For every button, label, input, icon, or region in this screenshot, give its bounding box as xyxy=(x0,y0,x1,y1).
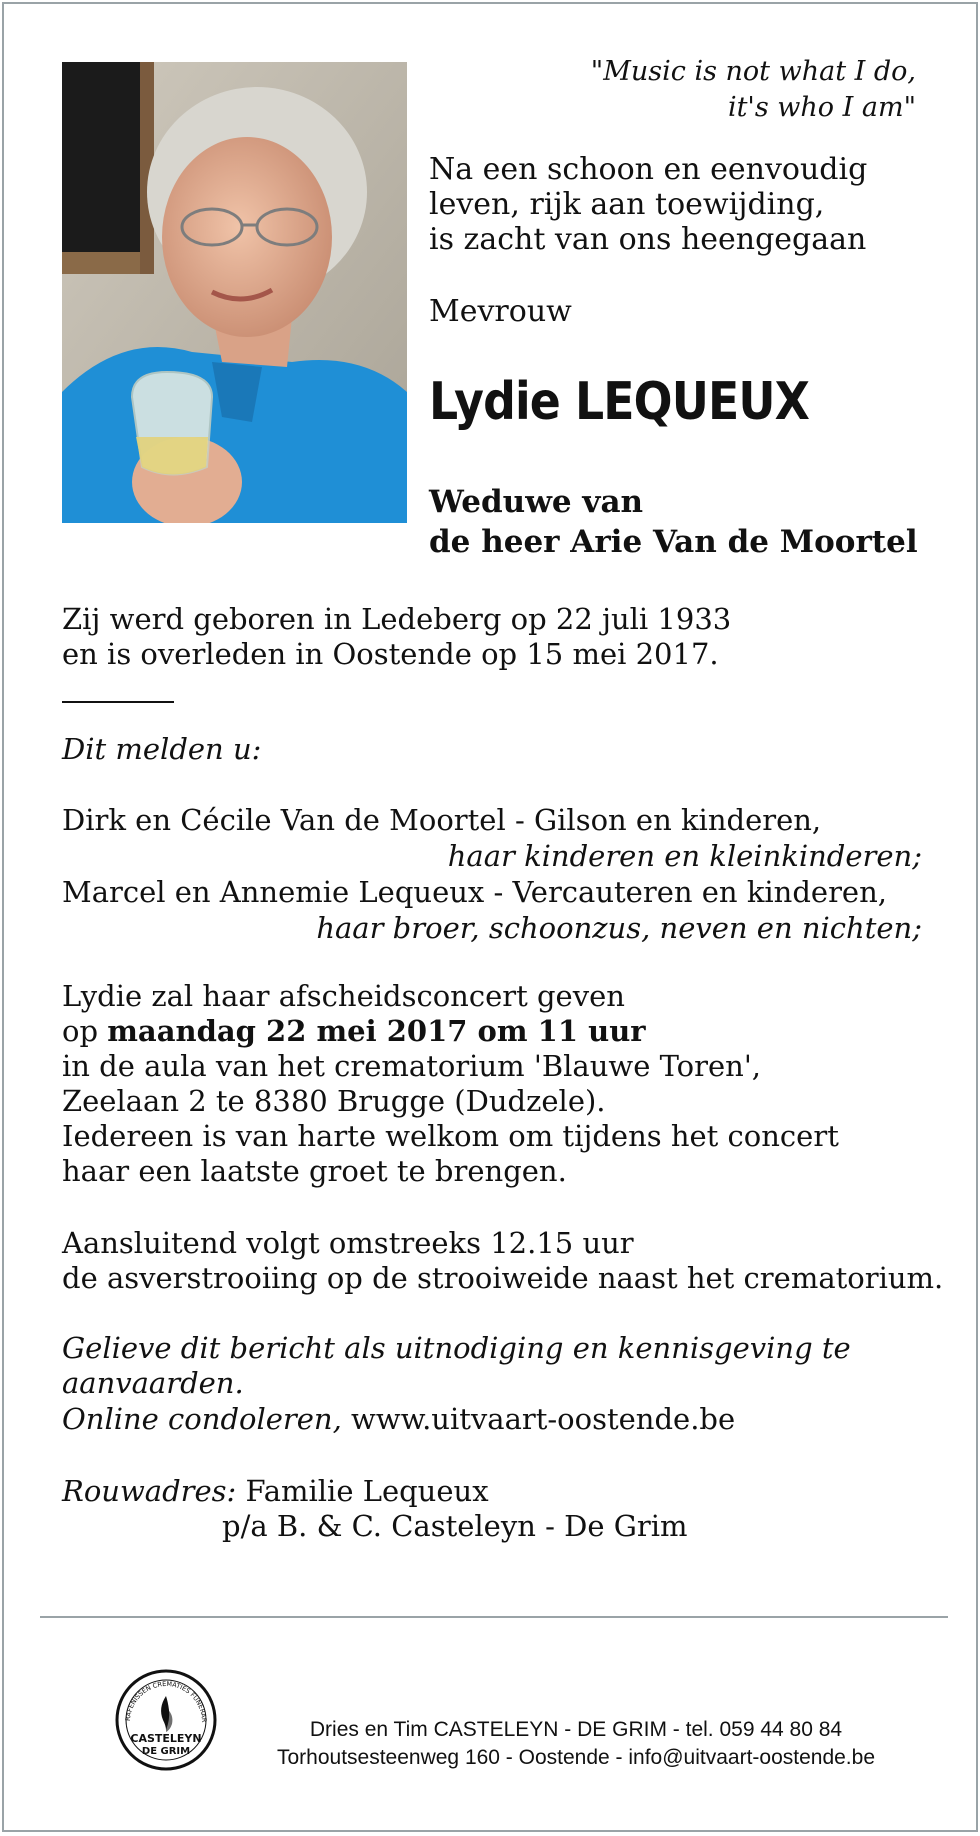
ceremony-line-2 xyxy=(62,1014,839,1049)
svg-text:DE GRIM: DE GRIM xyxy=(141,1746,191,1757)
intro-line-3: is zacht van ons heengegaan xyxy=(429,222,867,257)
deceased-name: Lydie LEQUEUX xyxy=(429,372,810,432)
svg-text:BEGRAFENISSEN CREMATIES FUNERA: RAFENISSEN CREMATIES FUNERAR xyxy=(123,1679,209,1723)
ceremony-date-prefix: op xyxy=(62,1014,99,1048)
scattering-line-1: Aansluitend volgt omstreeks 12.15 uur xyxy=(62,1226,634,1260)
family-relation-1: haar kinderen en kleinkinderen; xyxy=(447,839,922,873)
footer-contact xyxy=(236,1716,916,1772)
salutation: Mevrouw xyxy=(429,294,572,329)
ceremony-info xyxy=(62,979,839,1189)
announcers-label: Dit melden u: xyxy=(62,732,262,766)
mourning-address xyxy=(62,1474,688,1544)
condolence xyxy=(62,1402,735,1437)
footer-line-2: Torhoutsesteenweg 160 - Oostende - info@uitvaart-oostende.be xyxy=(276,1746,876,1769)
portrait-illustration xyxy=(62,62,407,523)
svg-text:CASTELEYN: CASTELEYN xyxy=(130,1732,202,1745)
mourning-address-label: Rouwadres: xyxy=(62,1474,237,1508)
footer-divider xyxy=(40,1616,948,1618)
mourning-address-line-1: Familie Lequeux xyxy=(245,1474,489,1508)
intro-line-2: leven, rijk aan toewijding, xyxy=(429,187,825,222)
condolence-url[interactable]: www.uitvaart-oostende.be xyxy=(351,1402,736,1436)
funeral-home-logo xyxy=(114,1668,218,1772)
obituary-card xyxy=(2,2,978,1832)
ceremony-line-3: in de aula van het crematorium 'Blauwe Toren', xyxy=(62,1049,762,1083)
condolence-label: Online condoleren, xyxy=(62,1402,342,1436)
portrait-photo xyxy=(62,62,407,523)
short-divider xyxy=(62,701,174,703)
quote-line-2: it's who I am" xyxy=(727,92,916,123)
widow-line-1: Weduwe van xyxy=(429,484,644,520)
scattering-info xyxy=(62,1226,943,1296)
family-names-2: Marcel en Annemie Lequeux - Vercauteren en kinderen, xyxy=(62,875,887,909)
intro-line-1: Na een schoon en eenvoudig xyxy=(429,152,868,187)
scattering-line-2: de asverstrooiing op de strooiweide naast het crematorium. xyxy=(62,1261,944,1295)
ceremony-line-1: Lydie zal haar afscheidsconcert geven xyxy=(62,979,625,1013)
birth-death xyxy=(62,602,731,672)
invitation-note: Gelieve dit bericht als uitnodiging en kennisgeving te aanvaarden. xyxy=(62,1331,851,1400)
ceremony-line-6: haar een laatste groet te brengen. xyxy=(62,1154,567,1188)
intro-text xyxy=(429,152,867,257)
family-names-1: Dirk en Cécile Van de Moortel - Gilson en kinderen, xyxy=(62,803,822,837)
ceremony-line-5: Iedereen is van harte welkom om tijdens het concert xyxy=(62,1119,839,1153)
family-relation-2: haar broer, schoonzus, neven en nichten; xyxy=(316,911,922,945)
family-list xyxy=(62,802,922,946)
footer-line-1: Dries en Tim CASTELEYN - DE GRIM - tel. 059 44 80 84 xyxy=(309,1718,843,1741)
death-line: en is overleden in Oostende op 15 mei 2017. xyxy=(62,637,719,671)
logo-seal xyxy=(114,1668,218,1772)
ceremony-date: maandag 22 mei 2017 om 11 uur xyxy=(107,1014,646,1048)
quote-line-1: "Music is not what I do, xyxy=(590,56,916,87)
ceremony-line-4: Zeelaan 2 te 8380 Brugge (Dudzele). xyxy=(62,1084,606,1118)
mourning-address-line-2: p/a B. & C. Casteleyn - De Grim xyxy=(222,1509,688,1543)
birth-line: Zij werd geboren in Ledeberg op 22 juli 1933 xyxy=(62,602,732,636)
widow-line-2: de heer Arie Van de Moortel xyxy=(429,524,918,560)
widow-of xyxy=(429,482,918,562)
quote xyxy=(496,54,916,126)
